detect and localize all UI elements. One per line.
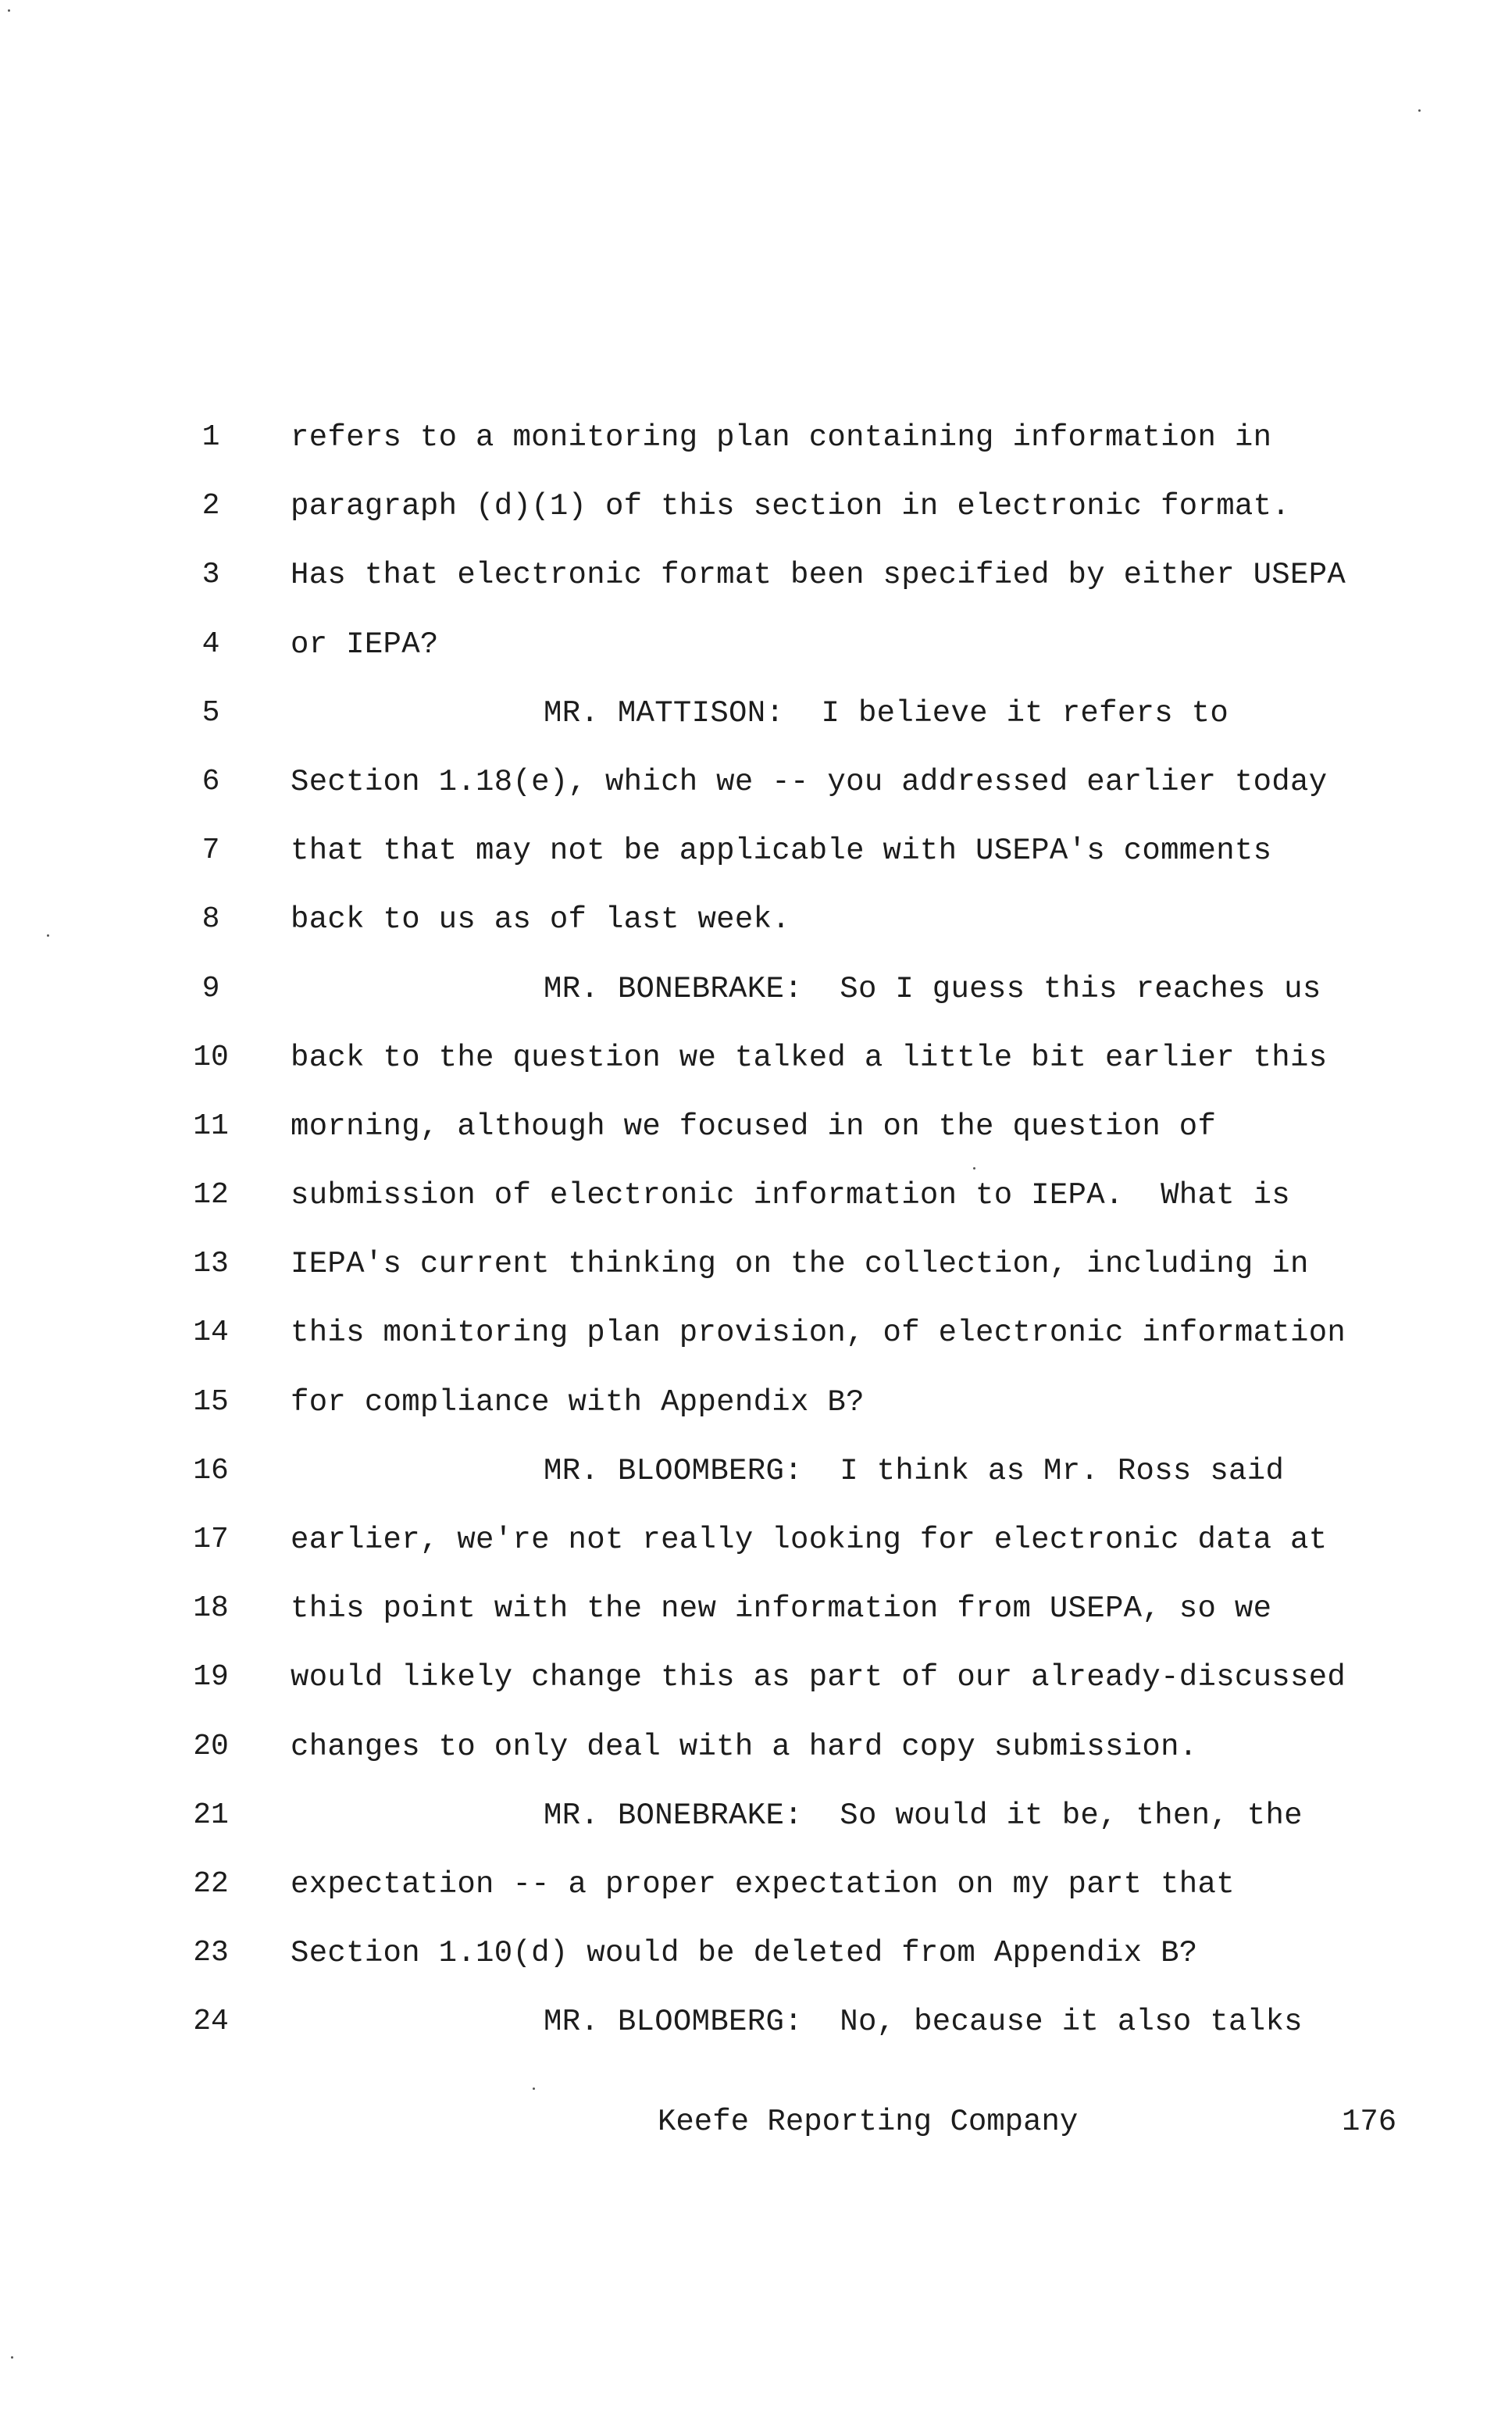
transcript-body: [0, 416, 1512, 2070]
line-number: 1: [201, 420, 220, 454]
line-text: this point with the new information from USEPA, so we: [291, 1591, 1272, 1627]
transcript-line: [0, 1518, 1512, 1587]
transcript-line: [0, 553, 1512, 622]
line-text: submission of electronic information to IEPA. What is: [291, 1178, 1291, 1213]
line-text: this monitoring plan provision, of electronic information: [291, 1316, 1346, 1351]
line-text: paragraph (d)(1) of this section in electronic format.: [291, 489, 1291, 524]
line-text: for compliance with Appendix B?: [291, 1384, 865, 1420]
line-number: 24: [193, 2005, 229, 2039]
transcript-line: [0, 1655, 1512, 1724]
line-number: 5: [201, 695, 220, 730]
line-number: 19: [193, 1660, 229, 1695]
footer-page-number: 176: [1342, 2105, 1397, 2139]
line-number: 10: [193, 1040, 229, 1074]
transcript-line: [0, 1036, 1512, 1105]
line-text: MR. BLOOMBERG: I think as Mr. Ross said: [544, 1453, 1285, 1488]
transcript-line: [0, 2000, 1512, 2069]
transcript-line: [0, 1380, 1512, 1449]
transcript-line: [0, 967, 1512, 1036]
line-number: 17: [193, 1523, 229, 1556]
line-number: 23: [193, 1936, 229, 1970]
transcript-line: [0, 1449, 1512, 1518]
line-text: MR. MATTISON: I believe it refers to: [544, 695, 1229, 730]
line-number: 22: [193, 1866, 229, 1901]
line-text: MR. BONEBRAKE: So would it be, then, the: [544, 1798, 1303, 1833]
line-number: 2: [201, 489, 220, 523]
transcript-line: [0, 1794, 1512, 1862]
line-number: 12: [193, 1178, 229, 1212]
scan-speck: [1418, 109, 1421, 112]
line-text: Has that electronic format been specified by either USEPA: [291, 558, 1346, 593]
line-text: refers to a monitoring plan containing information in: [291, 420, 1272, 455]
transcript-line: [0, 1311, 1512, 1380]
line-text: or IEPA?: [291, 627, 439, 662]
line-text: MR. BLOOMBERG: No, because it also talks: [544, 2005, 1303, 2040]
transcript-line: [0, 898, 1512, 966]
transcript-line: [0, 416, 1512, 484]
transcript-line: [0, 1242, 1512, 1311]
transcript-line: [0, 484, 1512, 553]
line-number: 6: [201, 764, 220, 798]
transcript-line: [0, 829, 1512, 898]
transcript-line: [0, 1931, 1512, 2000]
line-number: 9: [201, 971, 220, 1005]
line-text: Section 1.10(d) would be deleted from Appendix B?: [291, 1936, 1198, 1971]
line-number: 13: [193, 1247, 229, 1281]
transcript-line: [0, 1173, 1512, 1242]
transcript-line: [0, 1725, 1512, 1794]
transcript-line: [0, 1862, 1512, 1931]
scan-speck: [47, 934, 49, 937]
line-number: 18: [193, 1591, 229, 1626]
line-number: 11: [193, 1109, 229, 1143]
line-text: would likely change this as part of our already-discussed: [291, 1660, 1346, 1695]
transcript-line: [0, 1105, 1512, 1173]
line-text: morning, although we focused in on the question of: [291, 1109, 1217, 1144]
scan-speck: [8, 9, 10, 12]
line-text: back to the question we talked a little bit earlier this: [291, 1040, 1328, 1075]
scan-speck: [973, 1167, 975, 1170]
line-text: changes to only deal with a hard copy submission.: [291, 1729, 1198, 1764]
line-text: expectation -- a proper expectation on my part that: [291, 1866, 1235, 1902]
line-number: 20: [193, 1729, 229, 1763]
line-text: MR. BONEBRAKE: So I guess this reaches us: [544, 971, 1321, 1006]
line-number: 16: [193, 1453, 229, 1488]
line-number: 21: [193, 1798, 229, 1832]
line-text: that that may not be applicable with USEPA's comments: [291, 834, 1272, 869]
transcript-line: [0, 1587, 1512, 1655]
line-text: back to us as of last week.: [291, 902, 791, 938]
line-number: 3: [201, 558, 220, 592]
line-number: 8: [201, 902, 220, 937]
line-text: IEPA's current thinking on the collection, including in: [291, 1247, 1309, 1282]
line-text: earlier, we're not really looking for electronic data at: [291, 1523, 1328, 1557]
transcript-line: [0, 760, 1512, 829]
line-number: 7: [201, 834, 220, 868]
transcript-line: [0, 691, 1512, 760]
footer-company: Keefe Reporting Company: [658, 2105, 1079, 2139]
scan-speck: [533, 2088, 535, 2090]
line-number: 14: [193, 1316, 229, 1350]
transcript-line: [0, 623, 1512, 691]
line-number: 4: [201, 627, 220, 661]
line-number: 15: [193, 1384, 229, 1419]
scan-speck: [11, 2356, 13, 2359]
line-text: Section 1.18(e), which we -- you addressed earlier today: [291, 764, 1328, 799]
